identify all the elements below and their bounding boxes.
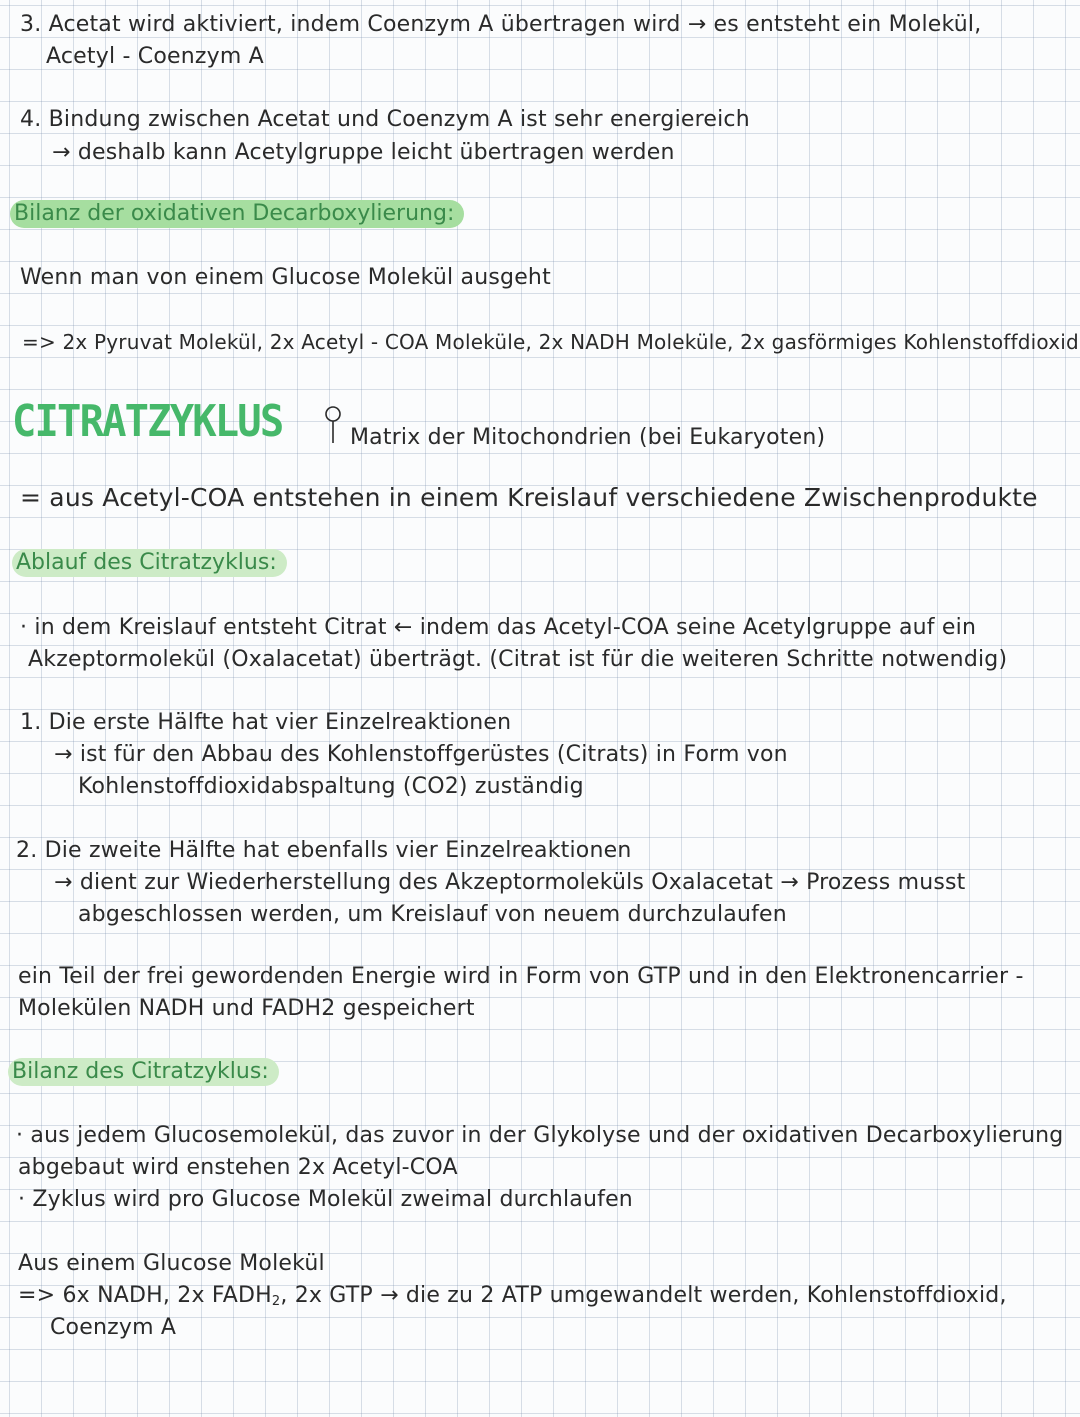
bilanz-citratzyklus-bullet-2: · Zyklus wird pro Glucose Molekül zweimal durchlaufen	[18, 1187, 633, 1212]
ablauf-part-2-line-3: abgeschlossen werden, um Kreislauf von neuem durchzulaufen	[78, 902, 787, 927]
bilanz-decarboxylierung-line-2: => 2x Pyruvat Molekül, 2x Acetyl - COA Moleküle, 2x NADH Moleküle, 2x gasförmiges Kohlenstoffdioxid	[22, 330, 1079, 354]
location-pin-icon	[322, 405, 344, 445]
ablauf-heading: Ablauf des Citratzyklus:	[12, 549, 287, 577]
result-line-3: Coenzym A	[50, 1315, 177, 1340]
bilanz-citratzyklus-bullet-1-line-1: · aus jedem Glucosemolekül, das zuvor in der Glykolyse und der oxidativen Decarboxylierung	[16, 1123, 1064, 1148]
ablauf-intro-line-2: Akzeptormolekül (Oxalacetat) überträgt. (Citrat ist für die weiteren Schritte notwendig)	[28, 647, 1008, 672]
ablauf-part-1-line-2: → ist für den Abbau des Kohlenstoffgerüstes (Citrats) in Form von	[54, 742, 788, 767]
citratzyklus-title: CITRATZYKLUS	[12, 396, 283, 447]
ablauf-part-1-line-1: 1. Die erste Hälfte hat vier Einzelreaktionen	[20, 710, 512, 735]
step-4-line-1: 4. Bindung zwischen Acetat und Coenzym A ist sehr energiereich	[20, 107, 750, 132]
ablauf-part-1-line-3: Kohlenstoffdioxidabspaltung (CO2) zuständig	[78, 774, 584, 799]
citratzyklus-definition: = aus Acetyl-COA entstehen in einem Kreislauf verschiedene Zwischenprodukte	[20, 483, 1038, 512]
result-line-2	[18, 1282, 1007, 1316]
ablauf-intro-line-1: · in dem Kreislauf entsteht Citrat ← indem das Acetyl-COA seine Acetylgruppe auf ein	[20, 615, 977, 640]
result-products-part-1: => 6x NADH, 2x FADH	[18, 1283, 272, 1308]
fadh2-subscript: 2	[271, 1294, 281, 1309]
step-3-line-1: 3. Acetat wird aktiviert, indem Coenzym A übertragen wird → es entsteht ein Molekül,	[20, 12, 982, 37]
bilanz-decarboxylierung-line-1: Wenn man von einem Glucose Molekül ausgeht	[20, 265, 551, 290]
bilanz-decarboxylierung-heading: Bilanz der oxidativen Decarboxylierung:	[10, 200, 464, 228]
bilanz-citratzyklus-heading: Bilanz des Citratzyklus:	[8, 1058, 279, 1086]
energy-line-2: Molekülen NADH und FADH2 gespeichert	[18, 996, 475, 1021]
ablauf-part-2-line-2: → dient zur Wiederherstellung des Akzeptormoleküls Oxalacetat → Prozess musst	[54, 870, 966, 895]
step-4-line-2: → deshalb kann Acetylgruppe leicht übertragen werden	[52, 140, 675, 165]
ablauf-part-2-line-1: 2. Die zweite Hälfte hat ebenfalls vier Einzelreaktionen	[16, 838, 632, 863]
result-products-part-2: , 2x GTP → die zu 2 ATP umgewandelt werden, Kohlenstoffdioxid,	[280, 1283, 1007, 1308]
bilanz-citratzyklus-bullet-1-line-2: abgebaut wird enstehen 2x Acetyl-COA	[18, 1155, 458, 1180]
step-3-line-2: Acetyl - Coenzym A	[46, 44, 264, 69]
energy-line-1: ein Teil der frei gewordenden Energie wird in Form von GTP und in den Elektronencarrier -	[18, 964, 1024, 989]
citratzyklus-location: Matrix der Mitochondrien (bei Eukaryoten)	[350, 425, 826, 450]
result-line-1: Aus einem Glucose Molekül	[18, 1251, 325, 1276]
